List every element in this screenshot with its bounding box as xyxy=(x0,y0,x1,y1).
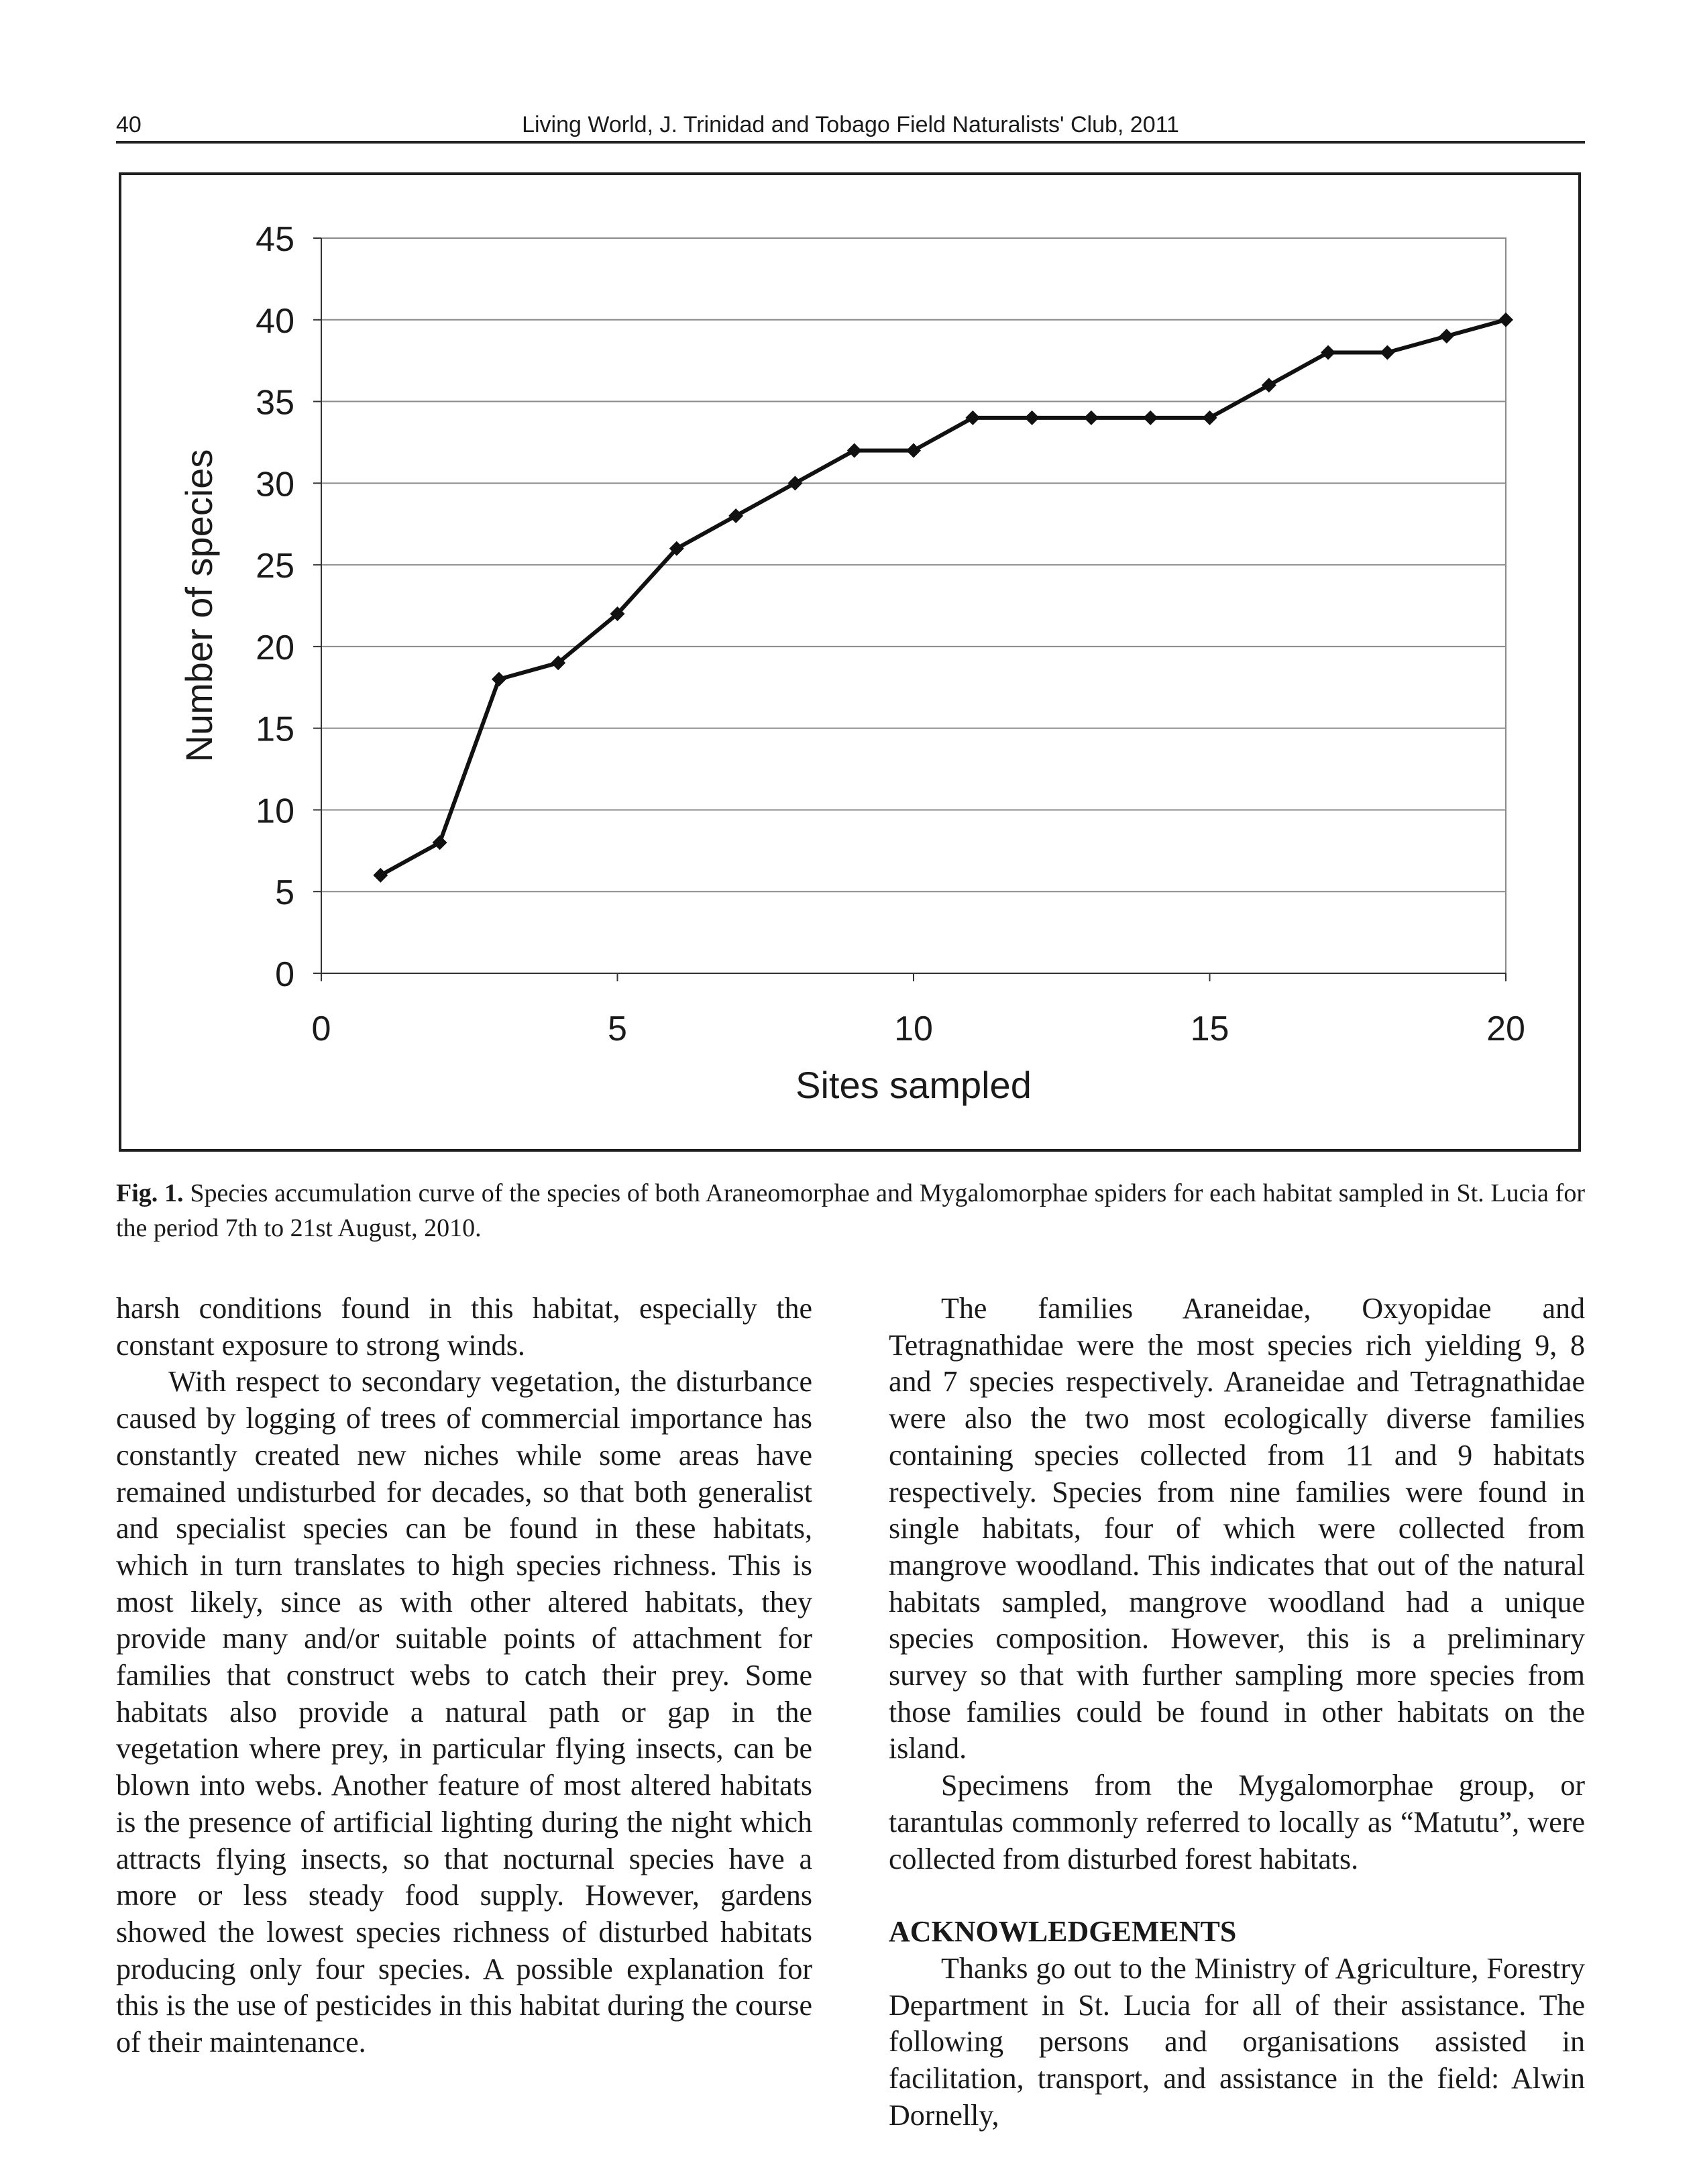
data-point xyxy=(492,672,506,687)
data-point xyxy=(906,443,921,458)
x-tick-label: 0 xyxy=(311,1009,331,1048)
data-point xyxy=(847,443,862,458)
data-point xyxy=(1203,411,1217,425)
y-axis-label: Number of species xyxy=(178,449,220,763)
right-column xyxy=(889,1291,1585,2134)
y-tick-labels xyxy=(256,220,294,994)
x-tick-label: 5 xyxy=(608,1009,627,1048)
y-tick-label: 10 xyxy=(256,791,294,831)
x-axis-label: Sites sampled xyxy=(796,1064,1032,1106)
figure-caption xyxy=(116,1176,1585,1246)
gridlines xyxy=(321,238,1506,891)
data-point xyxy=(1321,345,1335,360)
paragraph: With respect to secondary vegetation, the disturbance caused by logging of trees of commercial importance has constantly created new niches while some areas have remained undisturbed for decades, so that both generalist and specialist species can be found in these habitats, which in turn translates to high species richness. This is most likely, since as with other altered habitats, they provide many and/or suitable points of attachment for families that construct webs to catch their prey. Some habitats also provide a natural path or gap in the vegetation where prey, in particular flying insects, can be blown into webs. Another feature of most altered habitats is the presence of artificial lighting during the night which attracts flying insects, so that nocturnal species have a more or less steady food supply. However, gardens showed the lowest species richness of disturbed habitats producing only four species. A possible explanation for this is the use of pesticides in this habitat during the course of their maintenance. xyxy=(116,1365,812,2059)
y-tick-label: 0 xyxy=(275,955,294,994)
left-column xyxy=(116,1291,812,2061)
y-tick-label: 45 xyxy=(256,220,294,259)
paragraph: harsh conditions found in this habitat, especially the constant exposure to strong winds. xyxy=(116,1292,812,1362)
data-point xyxy=(1084,411,1099,425)
data-point xyxy=(1380,345,1394,360)
species-accumulation-chart xyxy=(121,175,1578,1149)
data-point xyxy=(1439,329,1454,343)
caption-text: Species accumulation curve of the species of both Araneomorphae and Mygalomorphae spiders for each habitat sampled in St. Lucia for the period 7th to 21st August, 2010. xyxy=(116,1179,1585,1242)
x-tick-label: 10 xyxy=(894,1009,933,1048)
y-tick-label: 20 xyxy=(256,628,294,667)
y-tick-label: 15 xyxy=(256,710,294,749)
paragraph: Thanks go out to the Ministry of Agriculture, Forestry Department in St. Lucia for all of their assistance. The following persons and organisations assisted in facilitation, transport, and assistance in the field: Alwin Dornelly, xyxy=(889,1951,1585,2132)
data-point xyxy=(1262,378,1276,392)
data-point xyxy=(1143,411,1158,425)
y-tick-label: 30 xyxy=(256,465,294,504)
series-polyline xyxy=(380,320,1506,875)
series-line xyxy=(380,320,1506,875)
y-tick-label: 35 xyxy=(256,383,294,423)
running-header xyxy=(116,107,1585,144)
x-tick-label: 15 xyxy=(1190,1009,1229,1048)
y-tick-label: 40 xyxy=(256,301,294,341)
figure-1-frame xyxy=(119,172,1581,1152)
y-tick-label: 25 xyxy=(256,547,294,586)
paragraph: Specimens from the Mygalomorphae group, or tarantulas commonly referred to locally as “Matutu”, were collected from disturbed forest habitats. xyxy=(889,1769,1585,1875)
data-markers xyxy=(373,313,1513,883)
paragraph: The families Araneidae, Oxyopidae and Tetragnathidae were the most species rich yielding 9, 8 and 7 species respectively. Araneidae and Tetragnathidae were also the two most ecologically diverse families containing species collected from 11 and 9 habitats respectively. Species from nine families were found in single habitats, four of which were collected from mangrove woodland. This indicates that out of the natural habitats sampled, mangrove woodland had a unique species composition. However, this is a preliminary survey so that with further sampling more species from those families could be found in other habitats on the island. xyxy=(889,1292,1585,1765)
x-tick-label: 20 xyxy=(1486,1009,1525,1048)
page-number: 40 xyxy=(116,112,142,138)
data-point xyxy=(373,868,388,883)
running-head-title: Living World, J. Trinidad and Tobago Field Naturalists' Club, 2011 xyxy=(522,112,1179,138)
section-heading-acknowledgements: ACKNOWLEDGEMENTS xyxy=(889,1915,1237,1949)
figure-label: Fig. 1. xyxy=(116,1179,184,1207)
y-tick-label: 5 xyxy=(275,873,294,913)
data-point xyxy=(1025,411,1040,425)
x-tick-labels xyxy=(312,1009,1525,1048)
data-point xyxy=(965,411,980,425)
data-point xyxy=(1498,313,1513,327)
